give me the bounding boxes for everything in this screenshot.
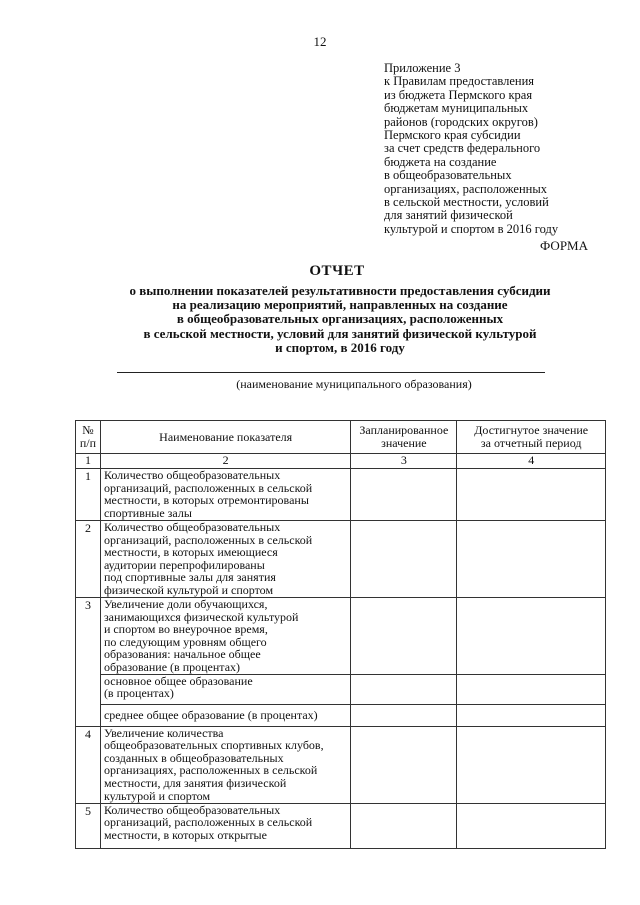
appendix-line: Приложение 3 (384, 61, 461, 75)
row-number: 3 (76, 598, 101, 727)
appendix-line: бюджетам муниципальных (384, 101, 529, 116)
indicator-line: Количество общеобразовательных (103, 802, 281, 817)
achieved-value-cell[interactable] (457, 726, 606, 803)
indicator-line: образование (в процентах) (103, 659, 241, 674)
appendix-line: бюджета на создание (384, 154, 497, 169)
appendix-line: организациях, расположенных (384, 181, 548, 196)
indicator-line: Увеличение количества (103, 725, 224, 740)
subtitle-line: и спортом, в 2016 году (275, 339, 405, 355)
row-number: 1 (76, 469, 101, 521)
column-number: 4 (457, 454, 606, 469)
indicator-line: основное общее образование (103, 673, 253, 688)
appendix-line: из бюджета Пермского края (384, 87, 533, 102)
column-number-row (76, 454, 606, 469)
appendix-line: для занятий физической (384, 208, 513, 223)
achieved-value-cell[interactable] (457, 704, 606, 726)
appendix-line: Пермского края субсидии (384, 128, 521, 143)
table-row (76, 598, 606, 675)
header-planned-line: значение (381, 436, 427, 450)
table-row (76, 704, 606, 726)
indicator-line: созданных в общеобразовательных (103, 750, 284, 765)
subtitle-line: в сельской местности, условий для занятий физической культурой (143, 325, 537, 341)
row-number: 5 (76, 803, 101, 848)
column-number: 1 (76, 454, 101, 469)
header-achieved-line: за отчетный период (480, 436, 582, 450)
indicator-line: спортивные залы (103, 505, 192, 520)
row-number: 4 (76, 726, 101, 803)
indicator-name (100, 674, 350, 704)
appendix-line: в общеобразовательных (384, 168, 512, 183)
municipality-name-line (117, 372, 545, 373)
indicator-line: под спортивные залы для занятия (103, 570, 276, 585)
subtitle-line: о выполнении показателей результативности предоставления субсидии (129, 283, 551, 298)
planned-value-cell[interactable] (351, 521, 457, 598)
achieved-value-cell[interactable] (457, 674, 606, 704)
document-subtitle (80, 284, 600, 355)
indicator-line: Количество общеобразовательных (103, 520, 281, 534)
planned-value-cell[interactable] (351, 674, 457, 704)
indicator-line: физической культурой и спортом (103, 582, 274, 597)
indicator-line: местности, для занятия физической (103, 775, 287, 790)
column-number: 3 (351, 454, 457, 469)
indicator-line: и спортом во внеурочное время, (103, 622, 268, 637)
header-achieved-line: Достигнутое значение (474, 423, 589, 438)
indicator-name (100, 726, 350, 803)
indicator-name (100, 521, 350, 598)
appendix-line: за счет средств федерального (384, 141, 541, 156)
document-title: ОТЧЕТ (309, 263, 365, 279)
indicator-line: местности, в которых отремонтированы (103, 493, 309, 508)
column-number: 2 (100, 454, 350, 469)
indicator-line: культурой и спортом (103, 788, 211, 803)
table-header-row (76, 421, 606, 454)
indicator-line: местности, в которых открытые (103, 827, 267, 842)
table-row (76, 726, 606, 803)
indicator-line: (в процентах) (103, 686, 174, 701)
achieved-value-cell[interactable] (457, 521, 606, 598)
header-planned-line: Запланированное (359, 423, 449, 438)
indicator-line: организаций, расположенных в сельской (103, 815, 313, 830)
indicator-line: аудитории перепрофилированы (103, 557, 265, 572)
header-name: Наименование показателя (100, 421, 350, 454)
indicator-name (100, 469, 350, 521)
appendix-line: к Правилам предоставления (384, 74, 535, 89)
header-achieved (457, 421, 606, 454)
header-num-line: № (82, 423, 94, 438)
indicator-line: общеобразовательных спортивных клубов, (103, 738, 324, 753)
planned-value-cell[interactable] (351, 726, 457, 803)
indicator-line: организациях, расположенных в сельской (103, 763, 318, 778)
subtitle-line: в общеобразовательных организациях, расположенных (176, 311, 504, 327)
table-row (76, 521, 606, 598)
indicator-line: образования: начальное общее (103, 647, 261, 662)
indicator-name (100, 803, 350, 848)
indicator-line: Увеличение доли обучающихся, (103, 597, 268, 611)
planned-value-cell[interactable] (351, 598, 457, 675)
header-num (76, 421, 101, 454)
indicator-line: по следующим уровням общего (103, 634, 267, 649)
indicator-line: организаций, расположенных в сельской (103, 480, 313, 495)
indicator-name (100, 704, 350, 726)
row-number: 2 (76, 521, 101, 598)
indicator-line: занимающихся физической культурой (103, 609, 299, 624)
indicators-table (75, 420, 606, 849)
page-number: 12 (313, 34, 327, 49)
header-planned (351, 421, 457, 454)
indicator-line: Количество общеобразовательных (103, 468, 281, 482)
table-row (76, 469, 606, 521)
municipality-name-caption: (наименование муниципального образования) (236, 377, 472, 391)
indicator-name (100, 598, 350, 675)
subtitle-line: на реализацию мероприятий, направленных на создание (172, 297, 508, 313)
planned-value-cell[interactable] (351, 803, 457, 848)
appendix-line: районов (городских округов) (384, 114, 538, 129)
form-label: ФОРМА (540, 238, 588, 253)
achieved-value-cell[interactable] (457, 598, 606, 675)
indicator-line: местности, в которых имеющиеся (103, 545, 278, 560)
indicator-line: среднее общее образование (в процентах) (103, 707, 318, 722)
planned-value-cell[interactable] (351, 704, 457, 726)
header-num-line: п/п (79, 436, 97, 450)
appendix-line: в сельской местности, условий (384, 195, 549, 210)
appendix-line: культурой и спортом в 2016 году (384, 221, 559, 236)
indicator-line: организаций, расположенных в сельской (103, 532, 313, 547)
table-row (76, 674, 606, 704)
achieved-value-cell[interactable] (457, 803, 606, 848)
table-row (76, 803, 606, 848)
appendix-block (384, 62, 614, 236)
planned-value-cell[interactable] (351, 469, 457, 521)
achieved-value-cell[interactable] (457, 469, 606, 521)
